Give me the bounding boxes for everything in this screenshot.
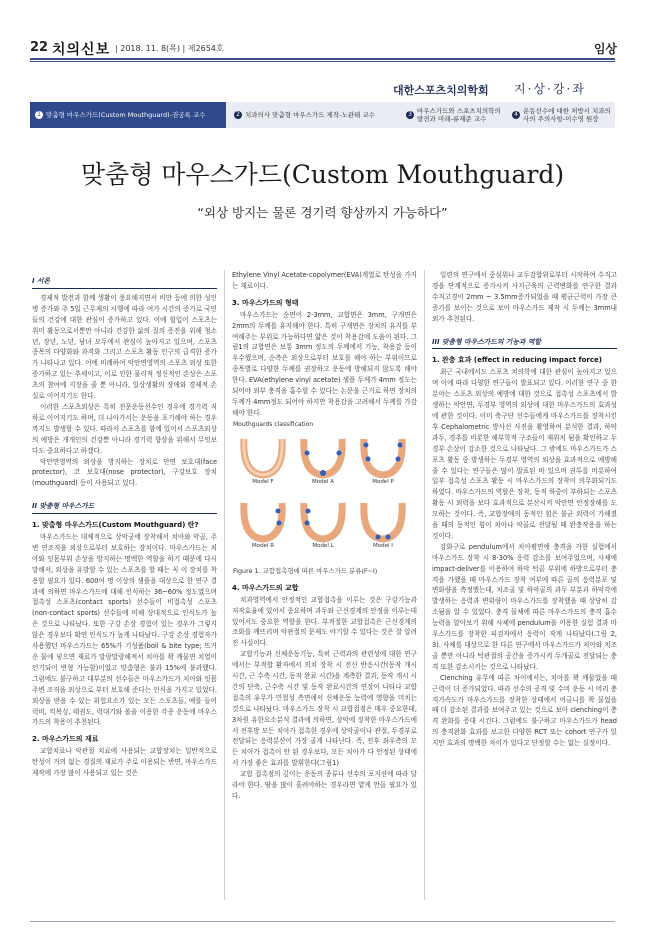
column-divider	[424, 270, 425, 900]
paragraph: Clenching 유무에 따른 차이에서는, 치아를 꽉 깨물었을 때 근력이 더 증가되었다. 따라 선수의 공격 및 수비 운동 시 머리 충격가속도가 마우스가드를 장착한 상태에서 어금니를 꽉 물었을 때 더 감소된 결과를 보여주고 있는 것으로 보아 clenching이 충격 완화를 증대 시킨다. 그럼에도 불구하고 마우스가드가 head의 충격완화 효과를 보고한 다양한 RCT 또는 cohort 연구가 있지만 효과의 명백한 차이가 있다고 단정할 수는 없는 실정이다.	[432, 673, 617, 748]
series-item-2[interactable]	[230, 102, 400, 128]
figure-caption: Figure 1. 교합접촉형에 따른 마우스가드 분류(F~I)	[233, 567, 378, 575]
column-1	[32, 270, 217, 779]
number-badge: 4	[512, 111, 520, 119]
paragraph: 이러한 스포츠외상은 특히 전문운동선수인 경우에 경기력 저하로 이어지기도 하며, 더 나아가서는 운동을 포기해야 하는 경우까지도 발생할 수 있다. 따라서 스포츠를 함에 있어서 스포츠외상의 예방은 개개인의 건강뿐 아니라 경기력 향상을 위해서 무엇보다도 중요하다고 하겠다.	[32, 402, 217, 455]
number-badge: 1	[35, 111, 43, 119]
paragraph: Ethylene Vinyl Acetate-copolymer(EVA)계열로 탄성을 가지는 재료이다.	[232, 271, 417, 290]
paragraph: 경제적 발전과 함께 생활이 풍요해지면서 비만 등에 의한 성인병 증가와 주 5일 근무제의 시행에 따라 여가 시간의 증가로 국민들의 건강에 대한 관심이 증가하고 있다. 이에 힘입어 스포츠는 취미 활동으로서뿐만 아니라 건강한 삶의 질의 증진을 위해 청소년, 장년, 노년, 남녀 모두에서 관심이 높아지고 있으며, 스포츠 종목의 다양화와 과격화 그리고 스포츠 활동 인구의 급격한 증가가 나타나고 있다. 이에 비례하여 악안면영역의 스포츠 외상 또한 증가하고 있는 추세이고, 이로 인한 물리적 정신적인 손상은 스포츠의 참여에 지장을 줄 뿐 아니라, 일상생활의 장애와 경제적 손실로 이어지기도 한다.	[32, 293, 217, 401]
series-item-label: 운동선수에 대한 처방시 치과의사의 주의사항-이수영 원장	[523, 106, 611, 123]
newspaper-name: 치의신보	[52, 42, 111, 58]
association-name: 대한스포츠치의학회	[393, 84, 489, 97]
column-3	[432, 270, 617, 749]
series-item-label: 마우스가드와 스포츠치의학의 발전과 미래-류재준 교수	[417, 106, 501, 123]
header-rule-thin	[30, 61, 615, 62]
subheading: 2. 마우스가드의 재료	[32, 735, 99, 744]
series-item-3[interactable]	[402, 102, 506, 128]
model-label: Model I	[373, 543, 393, 549]
paragraph: 교합 접촉점의 깊이는 운동의 종류나 선수의 포지션에 따라 달라야 한다. 땀을 많이 흘려야하는 경우라면 얕게 만들 필요가 있다.	[232, 770, 417, 800]
paragraph: 최근 국내에서도 스포츠 치의학에 대한 관심이 높아지고 있으며 이에 따라 다양한 연구들이 발표되고 있다. 이러한 연구 중 한 분야는 스포츠 외상의 예방에 대한 것으로 접촉성 스포츠에서 발생하는 악안면, 두경부 영역의 외상에 대한 마우스가드의 효과성에 관한 것이다. 이미 축구단 선수들에게 마우스가드를 장착시킨 후 Cephalometric 방사선 사진을 촬영하여 분석한 결과, 하악 과두, 경추를 비롯한 해부학적 구조들이 재위치 됨을 확인하고 두경부 손상이 감소한 것으로 나타났다. 그 밖에도 마우스가드가 스포츠 활동 중 발생하는 두경부 영역의 외상을 효과적으로 예방해 줄 수 있다는 연구들은 많이 발표된 바 있으며 권투를 비롯하여 일부 접촉성 스포츠 활동 시 마우스가드의 장착이 의무화되기도 하였다. 마우스가드의 역할은 장착, 동적 하중이 부하되는 스포츠 활동 시 외력을 보다 효과적으로 분산시켜 악안면 안정장해를 도모하는 것이다. 즉, 교합장애의 동적인 힘은 불균 외력이 가해졌을 때의 동적인 힘이 치아나 악골로 전달될 때 완충작용을 하는 것이다.	[432, 368, 617, 540]
model-label: Model F	[252, 479, 274, 485]
paragraph: 교합기능과 신체운동기능, 특히 근력과의 관련성에 대한 연구에서는 부적합 환자에서 의치 장착 시 전신 반응시간(동작 개시 시간, 근 수축 시간, 동작 완료 시간)을 계측한 결과, 동작 개시 시간의 단축, 근수축 시간 및 동작 완료시간의 연장이 나타나 교합접촉의 유무가 민첩성 측면에서 신체운동 능력에 영향을 미치는 것으로 나타났다. 마우스가드 장착 시 교합접점은 매우 중요한데, 3차원 유한요소분석 결과에 의하면, 상악에 장착한 마우스가드에서 전후방 모든 치아가 접촉한 경우에 상악골이나 관절, 두경부로 전달되는 응력분산이 가장 골게 나타난다. 즉, 전후 좌우측의 모든 치아가 접촉이 안 된 경우보다, 모든 치아가 다 안정된 상태에서 가장 좋은 효과를 발휘한다(그림1)	[232, 650, 417, 768]
article-title: 맞춤형 마우스가드(Custom Mouthguard)	[80, 160, 565, 189]
mouthguard-figure	[233, 421, 418, 564]
number-badge: 2	[234, 111, 242, 119]
figure-title: Mouthguards classification	[233, 421, 314, 428]
model-label: Model P	[372, 479, 394, 485]
mouthguard-model-image	[358, 433, 408, 479]
series-item-4[interactable]	[508, 102, 615, 128]
article-subtitle: “외상 방지는 물론 경기력 향상까지 가능하다”	[197, 205, 448, 220]
subheading: 4. 마우스가드의 교합	[232, 583, 299, 592]
lecture-series-banner: 지·상·강·좌	[514, 82, 586, 96]
section-heading-function: III 맞춤형 마우스가드의 기능과 역할	[432, 337, 617, 350]
paragraph: 악안면영역의 외상을 방지하는 장치로 안면 보호대(face protector), 코 보호대(nose protector), 구강보호 장치(mouthguard) 등이 사용되고 있다.	[32, 457, 217, 488]
number-badge: 3	[406, 111, 414, 119]
subheading: 1. 맞춤형 마우스가드(Custom Mouthguard) 란?	[32, 521, 199, 530]
mouthguard-model-image	[298, 497, 348, 543]
column-divider	[224, 270, 225, 900]
model-label: Model A	[311, 479, 335, 485]
mouthguard-model-image	[238, 433, 288, 479]
series-list	[30, 102, 615, 128]
section-heading-intro: I 서론	[32, 276, 217, 289]
series-item-label: 맞춤형 마우스가드(Custom Mouthguard)-권궁록 교수	[46, 110, 206, 119]
mouthguard-model-image	[238, 497, 288, 543]
subheading: 3. 마우스가드의 형태	[232, 298, 299, 307]
paragraph: 일련의 연구에서 중심위나 교두감합위로부터 시작하여 수직고경을 단계적으로 증가시켜 사지근육의 근력변화를 연구한 결과 수직고경이 2mm ~ 3.5mm증가되었을 때 평균근력이 가장 큰 증가를 보이는 것으로 보아 마우스가드 제작 시 두께는 3mm내외가 추천된다.	[432, 271, 617, 323]
series-item-1[interactable]	[30, 102, 226, 128]
subheading: 1. 완충 효과 (effect in reducing impact force)	[432, 356, 602, 365]
page-number: 22	[30, 40, 49, 55]
model-label: Model R	[251, 543, 275, 549]
mouthguard-model-image	[298, 433, 348, 479]
paragraph: 교합치료나 악관절 치료에 사용되는 교합장치는 일반적으로 탄성이 거의 없는 경질의 재료가 주로 이용되는 반면, 마우스가드 제작에 가장 많이 사용되고 있는 것은	[32, 747, 217, 778]
paragraph: 마우스가드는 대체적으로 상악궁에 장착해서 치아와 악골, 주변 연조직을 외상으로부터 보호하는 장치이다. 마우스가드는 치아와 잇몸부위 손상을 방지하는 명백한 역할을 하기 때문에 다시 말해서, 외상을 유발할 수 있는 스포츠를 할 때는 꼭 이 장치를 착용할 필요가 있다. 600여 명 이상의 샘플을 대상으로 한 연구 결과에 의하면 마우스가드에 대해 인식하는 36~60% 정도였으며 접촉성 스포츠(contact sports) 선수들이 비접촉성 스포츠(non-contact sports) 선수들에 비해 상대적으로 인식도가 높은 것으로 나타났다. 또한 구강 손상 경험이 있는 경우가 그렇지 않은 경우보다 확연 인식도가 높게 나타났다. 구강 손상 경험자가 사용했던 마우스가드는 65%가 기성품(boil & bite type; 뜨거운 물에 넣으면 재료가 말랑말랑해져서 치아를 꽉 깨물면 치열이 인기되어 변형 가능함)이었고 맞춤형은 불과 15%에 불과했다. 그럼에도 불구하고 대부분의 선수들은 마우스가드가 치아와 잇몸주변 조직을 외상으로 부터 보호해 준다는 인식을 가지고 있었다. 외상을 받을 수 있는 위험요소가 있는 모든 스포츠들, 예를 들어 럭비, 킥복싱, 태권도, 럭대기와 볼을 이용한 각종 운동에 마우스가드의 착용이 추천된다.	[32, 533, 217, 727]
header-rule	[30, 58, 615, 60]
footer-rule	[30, 921, 615, 922]
paragraph: 강화구로 pendulum에서 치아평면에 충격을 가한 실험에서 마우스가드 장착 시 8-30% 응력 감소를 보여주었으며, 사체에 impact-deliver를 이용하여 하악 턱끝 부위에 하방으로부터 충격을 가했을 때 마우스가드 장착 여부에 따른 골의 응력분포 및 변화량을 측정했는데, 치조골 및 하악골의 과두 부분과 하악각에 발생하는 응력과 변위량이 마우스가드를 장착했을 때 상당히 감소됨을 알 수 있었다. 충격 물체에 따른 마우스가드의 충격 흡수 능력을 알아보기 위해 사체에 pendulum을 이용한 실험 결과 마우스가드를 장착한 피검자에서 응력이 작게 나타났다(그림 2, 3). 사체를 대상으로 한 다른 연구에서 마우스가드가 치아와 치조골 뿐만 아니라 턱관절의 공간을 증가시켜 두개골로 전달되는 충격 또한 감소시키는 것으로 나타났다.	[432, 542, 617, 671]
paragraph: 치과영역에서 안정적인 교합접촉을 이루는 것은 구강기능과 저작효율에 있어서 중요하며 과두와 근신경계의 안정을 이루는데 있어서도 중요한 역할을 한다. 부적절한 교합접촉은 근신경계의 조화를 깨뜨리며 악관절의 문제도 야기할 수 있다는 것은 잘 알려진 사실이다.	[232, 595, 417, 648]
series-item-label: 치과의사 맞춤형 마우스가드 제작-노관태 교수	[245, 110, 375, 119]
model-label: Model L	[312, 543, 334, 549]
section-heading-mouthguard: II 맞춤형 마우스가드	[32, 501, 217, 514]
section-tag: 임상	[593, 42, 617, 56]
issue-dateline: | 2018. 11. 8(목) | 제2654호	[115, 44, 224, 53]
mouthguard-model-image	[358, 497, 408, 543]
paragraph: 마우스가드는 순면이 2-3mm, 교합면은 3mm, 구개면은 2mm의 두께를 유지해야 한다. 특히 구개면은 장치의 유지를 부여해주는 부위로 가능하다면 얇은 것이 착용감에 도움이 된다. 그림1의 교합면은 보통 3mm 정도의 두께에서 기능, 착용감 등이 우수했으며, 순측은 외상으로부터 보호를 해야 하는 부위이므로 종목별로 다양한 두께를 권장하고 운동에 방해되지 않도록 해야 한다. EVA(ethylene vinyl acetate) 샘플 두께가 4mm 정도는 되어야 외부 충격을 흡수할 수 있다는 논문을 근거로 하면 장치의 두께가 4mm정도 되어야 하지만 착용감을 고려해서 두께를 가감해야 한다.	[232, 310, 417, 417]
